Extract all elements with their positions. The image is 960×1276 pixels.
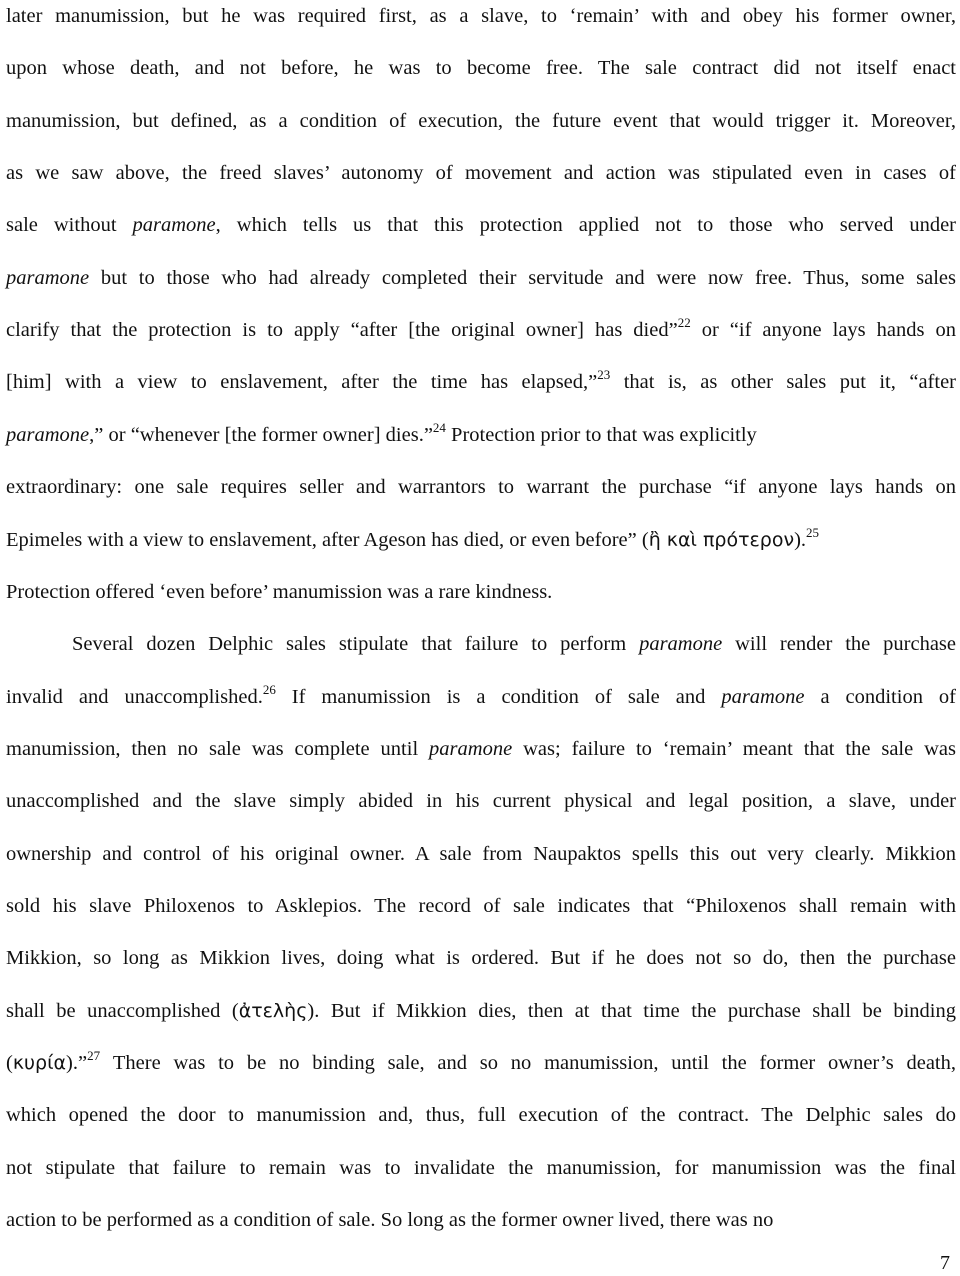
text-line [6, 315, 956, 345]
greek-phrase: κυρία [12, 1052, 67, 1074]
text-run: ). But if Mikkion dies, then at that time the purchase shall be binding [307, 999, 956, 1022]
italic-term: paramone [721, 685, 805, 708]
text-run: was; failure to ‘remain’ meant that the sale was [512, 737, 956, 760]
footnote-reference: 24 [432, 419, 446, 435]
text-line [6, 734, 956, 764]
text-line [6, 943, 956, 973]
text-line [6, 367, 956, 397]
text-run: but to those who had already completed their servitude and were now free. Thus, some sales [89, 266, 956, 289]
text-run: or “if anyone lays hands on [690, 319, 956, 342]
text-run: extraordinary: one sale requires seller and warrantors to warrant the purchase “if anyone lays hands on [6, 476, 956, 499]
page-number: 7 [940, 1252, 950, 1274]
text-line [6, 577, 552, 607]
text-run: shall be unaccomplished ( [6, 999, 239, 1022]
text-line [6, 839, 956, 869]
text-run: ( [6, 1052, 13, 1074]
text-line [6, 210, 956, 240]
text-run: Protection offered ‘even before’ manumission was a rare kindness. [6, 580, 553, 603]
text-run: Mikkion, so long as Mikkion lives, doing what is ordered. But if he does not so do, then the purchase [6, 947, 956, 970]
text-line [6, 472, 956, 502]
text-run: upon whose death, and not before, he was to become free. The sale contract did not itself enact [6, 57, 956, 80]
text-run: manumission, then no sale was complete until [6, 737, 430, 760]
text-line [6, 786, 956, 816]
text-line [6, 106, 956, 136]
text-run: unaccomplished and the slave simply abided in his current physical and legal position, a slave, under [6, 790, 956, 813]
text-line [6, 1048, 956, 1078]
text-run: sale without [6, 214, 133, 237]
text-line [6, 525, 819, 555]
text-run: Protection prior to that was explicitly [445, 423, 757, 446]
text-run: , which tells us that this protection applied not to those who served under [215, 214, 956, 237]
text-run: There was to be no binding sale, and so no manumission, until the former owner’s death, [100, 1052, 956, 1074]
italic-term: paramone [6, 266, 90, 289]
italic-term: paramone [6, 423, 90, 446]
text-line [6, 891, 956, 921]
text-line [6, 158, 956, 188]
text-run: manumission, but defined, as a condition of execution, the future event that would trigger it. Moreover, [6, 109, 956, 132]
text-run: [him] with a view to enslavement, after the time has elapsed,” [6, 371, 598, 394]
text-line [72, 629, 956, 659]
text-run: Epimeles with a view to enslavement, after Ageson has died, or even before” ( [6, 528, 649, 551]
text-run: clarify that the protection is to apply “after [the original owner] has died” [6, 319, 678, 342]
footnote-reference: 27 [87, 1048, 101, 1063]
text-line [6, 53, 956, 83]
text-run: ).” [66, 1052, 88, 1074]
footnote-reference: 25 [806, 524, 820, 540]
text-run: as we saw above, the freed slaves’ autonomy of movement and action was stipulated even in cases of [6, 162, 956, 185]
footnote-reference: 22 [677, 315, 691, 331]
text-line [6, 263, 956, 293]
greek-phrase: ἀτελὴς [238, 999, 308, 1022]
text-run: ). [794, 528, 807, 551]
text-line [6, 996, 956, 1026]
text-run: Several dozen Delphic sales stipulate that failure to perform [72, 633, 640, 656]
text-line [6, 420, 757, 450]
text-run: later manumission, but he was required first, as a slave, to ‘remain’ with and obey his former owner, [6, 5, 956, 27]
footnote-reference: 26 [262, 681, 276, 697]
text-line [6, 1205, 773, 1235]
text-run: invalid and unaccomplished. [6, 685, 263, 708]
text-line [6, 1153, 956, 1183]
text-run: which opened the door to manumission and, thus, full execution of the contract. The Delphic sales do [6, 1104, 956, 1127]
text-line [6, 682, 956, 712]
text-run: sold his slave Philoxenos to Asklepios. The record of sale indicates that “Philoxenos shall remain with [6, 895, 956, 917]
text-run: that is, as other sales put it, “after [610, 371, 956, 394]
greek-phrase: ἢ καὶ πρότερον [648, 528, 795, 551]
text-run: not stipulate that failure to remain was to invalidate the manumission, for manumission was the final [6, 1156, 956, 1179]
text-line [6, 1, 956, 31]
italic-term: paramone [639, 633, 723, 656]
footnote-reference: 23 [597, 367, 611, 383]
text-run: If manumission is a condition of sale and [275, 685, 722, 708]
text-run: will render the purchase [722, 633, 956, 656]
text-run: action to be performed as a condition of sale. So long as the former owner lived, there was no [6, 1209, 774, 1231]
text-run: ,” or “whenever [the former owner] dies.” [89, 423, 433, 446]
italic-term: paramone [132, 214, 216, 237]
text-run: a condition of [804, 685, 956, 708]
italic-term: paramone [429, 737, 513, 760]
text-run: ownership and control of his original owner. A sale from Naupaktos spells this out very clearly. Mikkion [6, 842, 956, 865]
text-line [6, 1100, 956, 1130]
